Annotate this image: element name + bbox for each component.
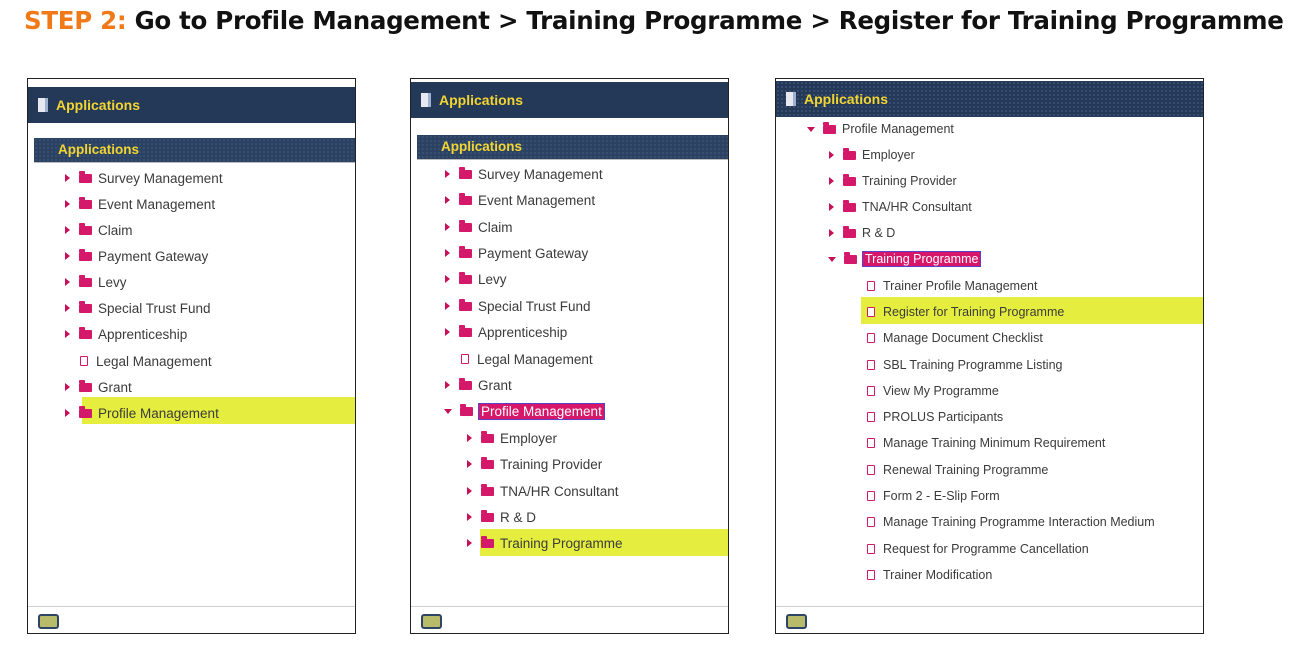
tree-item-label: PROLUS Participants xyxy=(883,410,1004,424)
tree-item-label: TNA/HR Consultant xyxy=(862,200,972,214)
tree-item-prolus-participants[interactable] xyxy=(867,404,1003,430)
divider xyxy=(34,162,355,163)
tree-item-label: Training Provider xyxy=(862,174,957,188)
tree-item-special-trust-fund[interactable] xyxy=(65,295,211,321)
document-icon xyxy=(867,281,875,291)
tree-item-label: Event Management xyxy=(98,196,216,212)
tree-item-label: Payment Gateway xyxy=(478,245,589,261)
tree-item-sbl-training-programme-listing[interactable] xyxy=(867,352,1062,378)
tree-item-label: TNA/HR Consultant xyxy=(500,483,619,499)
tree-item-employer[interactable] xyxy=(829,142,915,168)
tree-item-legal-management[interactable] xyxy=(461,346,593,372)
folder-icon xyxy=(481,513,494,522)
document-icon xyxy=(461,354,469,364)
tree-item-label: Payment Gateway xyxy=(98,248,209,264)
tree-item-apprenticeship[interactable] xyxy=(65,321,187,347)
screenshot-panel-3 xyxy=(775,78,1204,634)
tree-item-profile-management[interactable] xyxy=(807,116,954,142)
tree-item-levy[interactable] xyxy=(65,269,127,295)
tree-item-label: Apprenticeship xyxy=(98,326,188,342)
folder-icon xyxy=(79,200,92,209)
instruction-title xyxy=(24,6,1284,35)
tree-item-label-selected: Training Programme xyxy=(865,252,979,266)
expand-arrow-icon[interactable] xyxy=(445,170,450,178)
tree-item-label: Grant xyxy=(98,379,132,395)
expand-arrow-icon[interactable] xyxy=(65,278,70,286)
expand-arrow-icon[interactable] xyxy=(65,252,70,260)
tree-item-grant[interactable] xyxy=(65,374,132,400)
expand-arrow-icon[interactable] xyxy=(467,434,472,442)
expand-arrow-icon[interactable] xyxy=(65,383,70,391)
tree-item-payment-gateway[interactable] xyxy=(445,240,588,266)
tree-item-label: R & D xyxy=(862,226,896,240)
expand-arrow-icon[interactable] xyxy=(65,174,70,182)
folder-icon xyxy=(79,278,92,287)
document-icon xyxy=(867,544,875,554)
tree-item-label: Levy xyxy=(98,274,127,290)
document-icon xyxy=(80,356,88,366)
folder-icon xyxy=(459,196,472,205)
applications-header-title: Applications xyxy=(439,92,524,108)
tree-item-label: R & D xyxy=(500,509,537,525)
tree-item-trainer-profile-management[interactable] xyxy=(867,273,1037,299)
tree-item-event-management[interactable] xyxy=(445,187,595,213)
tree-item-survey-management[interactable] xyxy=(445,161,603,187)
tree-item-label: SBL Training Programme Listing xyxy=(883,358,1063,372)
screenshot-panel-1 xyxy=(27,78,356,634)
app-launcher-icon[interactable] xyxy=(786,614,807,629)
expand-arrow-icon[interactable] xyxy=(445,381,450,389)
applications-header xyxy=(411,82,728,118)
tree-item-register-for-training-programme[interactable] xyxy=(867,299,1064,325)
expand-arrow-icon[interactable] xyxy=(829,203,834,211)
step-label: STEP 2: xyxy=(24,6,127,35)
applications-icon xyxy=(38,98,48,112)
folder-icon xyxy=(481,487,494,496)
tree-item-profile-management[interactable] xyxy=(65,400,219,426)
tree-item-tna-hr-consultant[interactable] xyxy=(467,478,619,504)
tree-item-manage-document-checklist[interactable] xyxy=(867,325,1043,351)
tree-item-label: Profile Management xyxy=(842,122,954,136)
expand-arrow-icon[interactable] xyxy=(467,539,472,547)
folder-open-icon xyxy=(460,407,473,416)
tree-item-label: View My Programme xyxy=(883,384,999,398)
expand-arrow-icon[interactable] xyxy=(65,304,70,312)
applications-header xyxy=(776,81,1203,117)
tree-item-trainer-modification[interactable] xyxy=(867,562,992,588)
tree-item-renewal-training-programme[interactable] xyxy=(867,457,1048,483)
tree-item-label: Levy xyxy=(478,271,507,287)
app-launcher-icon[interactable] xyxy=(38,614,59,629)
applications-subheader: Applications xyxy=(417,135,728,159)
instruction-text: Go to Profile Management > Training Programme > Register for Training Programme xyxy=(134,6,1284,35)
folder-icon xyxy=(459,328,472,337)
tree-item-label: Training Provider xyxy=(500,456,603,472)
folder-icon xyxy=(459,223,472,232)
document-icon xyxy=(867,412,875,422)
tree-item-label: Employer xyxy=(500,430,558,446)
document-icon xyxy=(867,517,875,527)
folder-icon xyxy=(843,229,856,238)
expand-arrow-icon[interactable] xyxy=(829,229,834,237)
tree-item-label: Trainer Profile Management xyxy=(883,279,1038,293)
applications-icon xyxy=(421,93,431,107)
tree-item-profile-management[interactable] xyxy=(444,398,604,424)
tree-item-label: Special Trust Fund xyxy=(98,300,211,316)
panel-footer xyxy=(411,606,728,633)
folder-icon xyxy=(79,252,92,261)
folder-icon xyxy=(481,460,494,469)
folder-icon xyxy=(459,275,472,284)
tree-item-label: Event Management xyxy=(478,192,596,208)
expand-arrow-icon[interactable] xyxy=(467,487,472,495)
tree-item-claim[interactable] xyxy=(445,214,513,240)
tree-item-legal-management[interactable] xyxy=(80,348,212,374)
tree-item-label: Claim xyxy=(98,222,133,238)
document-icon xyxy=(867,570,875,580)
tree-item-training-programme[interactable] xyxy=(467,530,623,556)
document-icon xyxy=(867,438,875,448)
tree-item-label: Apprenticeship xyxy=(478,324,568,340)
expand-arrow-icon[interactable] xyxy=(65,330,70,338)
tree-item-label: Survey Management xyxy=(478,166,603,182)
document-icon xyxy=(867,465,875,475)
collapse-arrow-icon[interactable] xyxy=(807,127,815,132)
tree-item-label: Special Trust Fund xyxy=(478,298,591,314)
expand-arrow-icon[interactable] xyxy=(445,275,450,283)
document-icon xyxy=(867,360,875,370)
tree-item-apprenticeship[interactable] xyxy=(445,319,567,345)
tree-item-label: Register for Training Programme xyxy=(883,305,1065,319)
folder-icon xyxy=(843,203,856,212)
tree-item-manage-training-minimum-requirement[interactable] xyxy=(867,430,1105,456)
expand-arrow-icon[interactable] xyxy=(467,460,472,468)
tree-item-label: Training Programme xyxy=(500,535,623,551)
expand-arrow-icon[interactable] xyxy=(65,200,70,208)
tree-item-label: Form 2 - E-Slip Form xyxy=(883,489,1000,503)
tree-item-training-provider[interactable] xyxy=(467,451,602,477)
folder-icon xyxy=(843,151,856,160)
expand-arrow-icon[interactable] xyxy=(445,328,450,336)
tree-item-form-2-e-slip-form[interactable] xyxy=(867,483,1000,509)
folder-icon xyxy=(459,381,472,390)
tree-item-tna-hr-consultant[interactable] xyxy=(829,194,972,220)
tree-item-label: Profile Management xyxy=(98,405,219,421)
folder-open-icon xyxy=(823,125,836,134)
applications-header xyxy=(28,87,355,123)
screenshot-panel-2 xyxy=(410,78,729,634)
tree-item-training-provider[interactable] xyxy=(829,168,957,194)
applications-header-title: Applications xyxy=(56,97,141,113)
expand-arrow-icon[interactable] xyxy=(829,177,834,185)
tree-item-label-selected: Profile Management xyxy=(481,403,602,419)
panel-footer xyxy=(776,606,1203,633)
tree-item-grant[interactable] xyxy=(445,372,512,398)
tree-item-manage-training-programme-interaction-medium[interactable] xyxy=(867,509,1155,535)
tree-item-levy[interactable] xyxy=(445,266,507,292)
expand-arrow-icon[interactable] xyxy=(445,302,450,310)
applications-subheader: Applications xyxy=(34,138,355,162)
applications-header-title: Applications xyxy=(804,91,889,107)
expand-arrow-icon[interactable] xyxy=(445,223,450,231)
tree-item-label: Legal Management xyxy=(477,351,593,367)
document-icon xyxy=(867,333,875,343)
expand-arrow-icon[interactable] xyxy=(65,226,70,234)
tree-item-label: Claim xyxy=(478,219,513,235)
tree-item-view-my-programme[interactable] xyxy=(867,378,999,404)
folder-icon xyxy=(79,304,92,313)
folder-icon xyxy=(79,383,92,392)
tree-item-label: Legal Management xyxy=(96,353,212,369)
folder-icon xyxy=(481,434,494,443)
folder-icon xyxy=(79,330,92,339)
expand-arrow-icon[interactable] xyxy=(445,249,450,257)
tree-item-survey-management[interactable] xyxy=(65,165,223,191)
tree-item-label: Manage Document Checklist xyxy=(883,331,1043,345)
expand-arrow-icon[interactable] xyxy=(467,513,472,521)
tree-item-label: Employer xyxy=(862,148,915,162)
folder-open-icon xyxy=(844,255,857,264)
tree-item-label: Request for Programme Cancellation xyxy=(883,542,1089,556)
divider xyxy=(417,159,728,160)
document-icon xyxy=(867,386,875,396)
tree-item-training-programme[interactable] xyxy=(828,246,980,272)
folder-icon xyxy=(79,174,92,183)
panel-footer xyxy=(28,606,355,633)
folder-icon xyxy=(79,226,92,235)
tree-item-event-management[interactable] xyxy=(65,191,215,217)
expand-arrow-icon[interactable] xyxy=(445,196,450,204)
tree-item-special-trust-fund[interactable] xyxy=(445,293,591,319)
collapse-arrow-icon[interactable] xyxy=(444,409,452,414)
tree-item-claim[interactable] xyxy=(65,217,133,243)
tree-item-label: Grant xyxy=(478,377,512,393)
tree-item-payment-gateway[interactable] xyxy=(65,243,208,269)
expand-arrow-icon[interactable] xyxy=(65,409,70,417)
document-icon xyxy=(867,491,875,501)
folder-icon xyxy=(459,302,472,311)
tree-item-label: Manage Training Programme Interaction Medium xyxy=(883,515,1155,529)
tree-item-r-and-d[interactable] xyxy=(829,220,895,246)
tree-item-employer[interactable] xyxy=(467,425,557,451)
folder-icon xyxy=(843,177,856,186)
document-icon xyxy=(867,307,875,317)
tree-item-label: Survey Management xyxy=(98,170,223,186)
applications-icon xyxy=(786,92,796,106)
tree-item-r-and-d[interactable] xyxy=(467,504,536,530)
folder-icon xyxy=(459,249,472,258)
folder-icon xyxy=(459,170,472,179)
folder-icon xyxy=(481,539,494,548)
tree-item-label: Manage Training Minimum Requirement xyxy=(883,436,1106,450)
tree-item-request-for-programme-cancellation[interactable] xyxy=(867,536,1089,562)
folder-icon xyxy=(79,409,92,418)
collapse-arrow-icon[interactable] xyxy=(828,257,836,262)
tree-item-label: Renewal Training Programme xyxy=(883,463,1049,477)
app-launcher-icon[interactable] xyxy=(421,614,442,629)
expand-arrow-icon[interactable] xyxy=(829,151,834,159)
tree-item-label: Trainer Modification xyxy=(883,568,993,582)
